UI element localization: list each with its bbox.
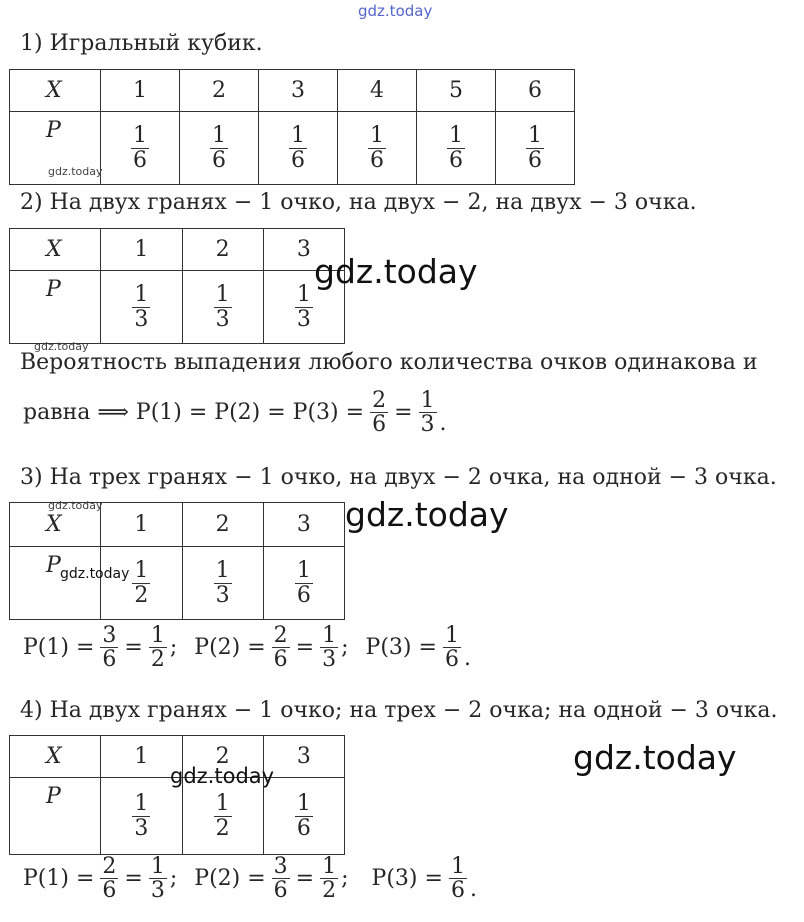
period: . — [439, 411, 447, 437]
table-cell-prob — [417, 112, 496, 185]
separator: ; — [169, 866, 178, 892]
table-header-x: X — [10, 736, 101, 778]
fraction: $\frac{1}{2}$ — [322, 854, 337, 904]
fraction: $\frac{1}{6}$ — [133, 123, 147, 173]
equals-sign: = — [394, 400, 413, 426]
table-header-p: P — [10, 112, 101, 185]
section2-table — [9, 228, 345, 344]
fraction: $\frac{1}{2}$ — [134, 558, 149, 608]
watermark-large: gdz.today — [314, 252, 478, 291]
section3-equations: P(1) = $\frac{3}{6}$ = $\frac{1}{2}$ ; P(2) = $\frac{2}{6}$ = $\frac{1}{3}$ ; P(3) = $\frac{1}{6}$ . — [23, 623, 471, 673]
fraction: $\frac{1}{3}$ — [296, 282, 311, 332]
table-header-p: P — [10, 778, 101, 855]
table-cell-value: 2 — [182, 229, 263, 271]
table-cell-prob — [263, 778, 344, 855]
table-cell-value: 6 — [496, 70, 575, 112]
period: . — [463, 646, 471, 672]
table-cell-value: 3 — [263, 503, 344, 547]
fraction: $\frac{1}{6}$ — [212, 123, 226, 173]
equation-text: P(2) = — [194, 866, 266, 892]
equation-text: P(3) = — [365, 635, 437, 661]
fraction: $\frac{3}{6}$ — [102, 623, 117, 673]
fraction: $\frac{2}{6}$ — [372, 388, 387, 438]
watermark-top: gdz.today — [358, 2, 433, 20]
section3-heading: 3) На трех гранях − 1 очко, на двух − 2 очка, на одной − 3 очка. — [20, 465, 777, 490]
fraction: $\frac{1}{6}$ — [449, 123, 463, 173]
section1-heading: 1) Игральный кубик. — [20, 31, 263, 56]
fraction: $\frac{1}{3}$ — [215, 558, 230, 608]
section4-table — [9, 735, 345, 855]
table-cell-value: 3 — [263, 229, 344, 271]
fraction: $\frac{1}{6}$ — [291, 123, 305, 173]
table-header-p: P — [10, 271, 101, 344]
fraction: $\frac{1}{2}$ — [215, 791, 230, 841]
table-cell-prob — [259, 112, 338, 185]
fraction: $\frac{1}{6}$ — [444, 623, 459, 673]
fraction: $\frac{1}{6}$ — [370, 123, 384, 173]
fraction: $\frac{1}{3}$ — [322, 623, 337, 673]
watermark-large: gdz.today — [345, 495, 509, 534]
separator: ; — [169, 635, 178, 661]
table-cell-value: 3 — [259, 70, 338, 112]
period: . — [469, 877, 477, 903]
fraction: $\frac{1}{6}$ — [296, 558, 311, 608]
table-cell-prob — [338, 112, 417, 185]
fraction: $\frac{1}{6}$ — [450, 854, 465, 904]
table-header-x: X — [10, 70, 101, 112]
fraction: $\frac{3}{6}$ — [273, 854, 288, 904]
watermark-small: gdz.today — [48, 499, 103, 512]
section3-table — [9, 502, 345, 620]
table-cell-value: 2 — [182, 503, 263, 547]
table-cell-prob — [263, 547, 344, 620]
fraction: $\frac{1}{3}$ — [215, 282, 230, 332]
equation-text: P(1) = — [23, 635, 95, 661]
table-cell-prob — [182, 271, 263, 344]
table-cell-value: 2 — [182, 736, 263, 778]
fraction: $\frac{1}{3}$ — [420, 388, 435, 438]
table-cell-prob — [101, 112, 180, 185]
watermark-medium: gdz.today — [170, 764, 275, 788]
section4-equations: P(1) = $\frac{2}{6}$ = $\frac{1}{3}$ ; P(2) = $\frac{3}{6}$ = $\frac{1}{2}$ ; P(3) = $\frac{1}{6}$ . — [23, 854, 477, 904]
fraction: $\frac{1}{2}$ — [150, 623, 165, 673]
equation-text: P(2) = — [194, 635, 266, 661]
equation-text: равна ⟹ P(1) = P(2) = P(3) = — [23, 400, 365, 426]
table-header-x: X — [10, 503, 101, 547]
table-cell-prob — [496, 112, 575, 185]
section4-heading: 4) На двух гранях − 1 очко; на трех − 2 очка; на одной − 3 очка. — [20, 698, 778, 723]
table-cell-value: 1 — [101, 70, 180, 112]
equation-text: P(1) = — [23, 866, 95, 892]
section2-text-line1: Вероятность выпадения любого количества очков одинакова и — [20, 350, 758, 375]
table-cell-value: 1 — [101, 229, 182, 271]
fraction: $\frac{2}{6}$ — [273, 623, 288, 673]
table-cell-prob — [182, 547, 263, 620]
equation-text: P(3) = — [371, 866, 443, 892]
fraction: $\frac{1}{6}$ — [528, 123, 542, 173]
fraction: $\frac{1}{3}$ — [134, 791, 149, 841]
separator: ; — [341, 635, 349, 661]
table-cell-value: 2 — [180, 70, 259, 112]
fraction: $\frac{1}{3}$ — [134, 282, 149, 332]
table-cell-prob — [180, 112, 259, 185]
fraction: $\frac{1}{6}$ — [296, 791, 311, 841]
table-cell-prob — [182, 778, 263, 855]
fraction: $\frac{2}{6}$ — [102, 854, 117, 904]
table-header-x: X — [10, 229, 101, 271]
table-cell-prob — [101, 778, 182, 855]
table-cell-value: 4 — [338, 70, 417, 112]
watermark-small: gdz.today — [34, 340, 89, 353]
watermark-large: gdz.today — [573, 738, 737, 777]
separator: ; — [341, 866, 349, 892]
table-cell-value: 1 — [101, 736, 182, 778]
section2-equation — [20, 389, 447, 436]
table-cell-value: 5 — [417, 70, 496, 112]
table-cell-value: 3 — [263, 736, 344, 778]
watermark-small: gdz.today — [60, 566, 130, 582]
fraction: $\frac{1}{3}$ — [150, 854, 165, 904]
table-cell-value: 1 — [101, 503, 182, 547]
watermark-small: gdz.today — [48, 165, 103, 178]
table-cell-prob — [101, 271, 182, 344]
section2-heading: 2) На двух гранях − 1 очко, на двух − 2, на двух − 3 очка. — [20, 190, 697, 215]
table-cell-prob — [101, 547, 182, 620]
table-header-p: P — [10, 547, 101, 620]
